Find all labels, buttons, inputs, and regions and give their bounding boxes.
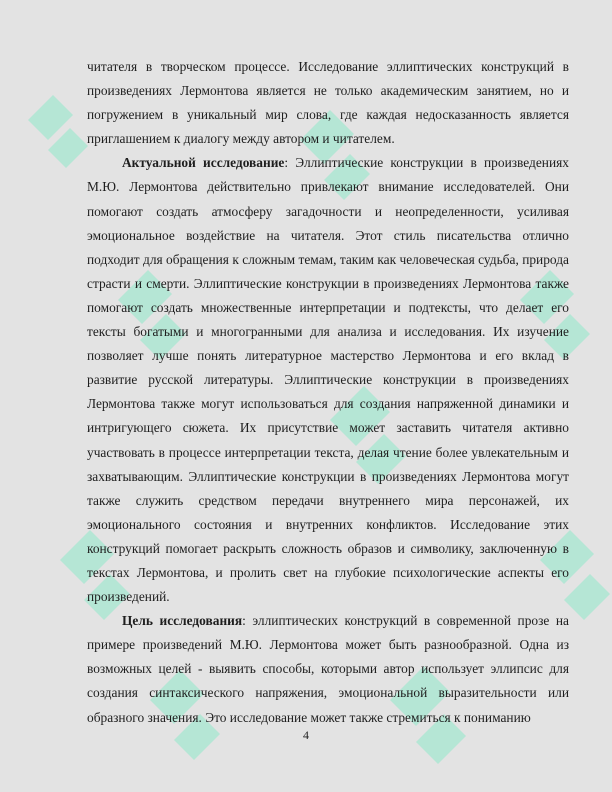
paragraph-relevance: Актуальной исследование: Эллиптические конструкции в произведениях М.Ю. Лермонтова действительно привлекают внимание исследователей. Они помогают создать атмосферу загадочности и неопределенности, усиливая эмоциональное воздействие на читателя. Этот стиль писательства отлично подходит для обращения к сложным темам, таким как человеческая судьба, природа страсти и смерти. Эллиптические конструкции в произведениях Лермонтова также помогают создать множественные интерпретации и подтексты, что делает его тексты богатыми и многогранными для анализа и исследования. Их изучение позволяет лучше понять литературное мастерство Лермонтова и его вклад в развитие русской литературы. Эллиптические конструкции в произведениях Лермонтова также могут использоваться для создания напряженной динамики и интригующего сюжета. Их присутствие может заставить читателя активно участвовать в процессе интерпретации текста, делая чтение более увлекательным и захватывающим. Эллиптические конструкции в произведениях Лермонтова могут также служить средством передачи внутреннего мира персонажей, их эмоционального состояния и внутренних конфликтов. Исследование этих конструкций помогает раскрыть сложность образов и символику, заключенную в текстах Лермонтова, и пролить свет на глубокие психологические аспекты его произведений.	[87, 155, 569, 605]
goal-text: эллиптических конструкций в современной прозе на примере произведений М.Ю. Лермонтова может быть разнообразной. Одна из возможных целей - выявить способы, которыми автор использует эллипсис для создания синтаксического напряжения, эмоциональной выразительности или образного значения. Это исследование может также стремиться к пониманию	[87, 613, 569, 725]
paragraph-intro: читателя в творческом процессе. Исследование эллиптических конструкций в произведениях Лермонтова является не только академическим занятием, но и погружением в уникальный мир слова, где каждая недосказанность является приглашением к диалогу между автором и читателем.	[87, 59, 569, 147]
relevance-heading: Актуальной исследование	[122, 155, 285, 171]
page-number: 4	[303, 728, 309, 742]
goal-heading: Цель исследования	[122, 613, 243, 629]
paragraph-goal: Цель исследования: эллиптических конструкций в современной прозе на примере произведений М.Ю. Лермонтова может быть разнообразной. Одна из возможных целей - выявить способы, которыми автор использует эллипсис для создания синтаксического напряжения, эмоциональной выразительности или образного значения. Это исследование может также стремиться к пониманию	[87, 613, 569, 725]
document-body	[87, 55, 569, 730]
relevance-text: Эллиптические конструкции в произведениях М.Ю. Лермонтова действительно привлекают внимание исследователей. Они помогают создать атмосферу загадочности и неопределенности, усиливая эмоциональное воздействие на читателя. Этот стиль писательства отлично подходит для обращения к сложным темам, таким как человеческая судьба, природа страсти и смерти. Эллиптические конструкции в произведениях Лермонтова также помогают создать множественные интерпретации и подтексты, что делает его тексты богатыми и многогранными для анализа и исследования. Их изучение позволяет лучше понять литературное мастерство Лермонтова и его вклад в развитие русской литературы. Эллиптические конструкции в произведениях Лермонтова также могут использоваться для создания напряженной динамики и интригующего сюжета. Их присутствие может заставить читателя активно участвовать в процессе интерпретации текста, делая чтение более увлекательным и захватывающим. Эллиптические конструкции в произведениях Лермонтова могут также служить средством передачи внутреннего мира персонажей, их эмоционального состояния и внутренних конфликтов. Исследование этих конструкций помогает раскрыть сложность образов и символику, заключенную в текстах Лермонтова, и пролить свет на глубокие психологические аспекты его произведений.	[87, 155, 569, 605]
